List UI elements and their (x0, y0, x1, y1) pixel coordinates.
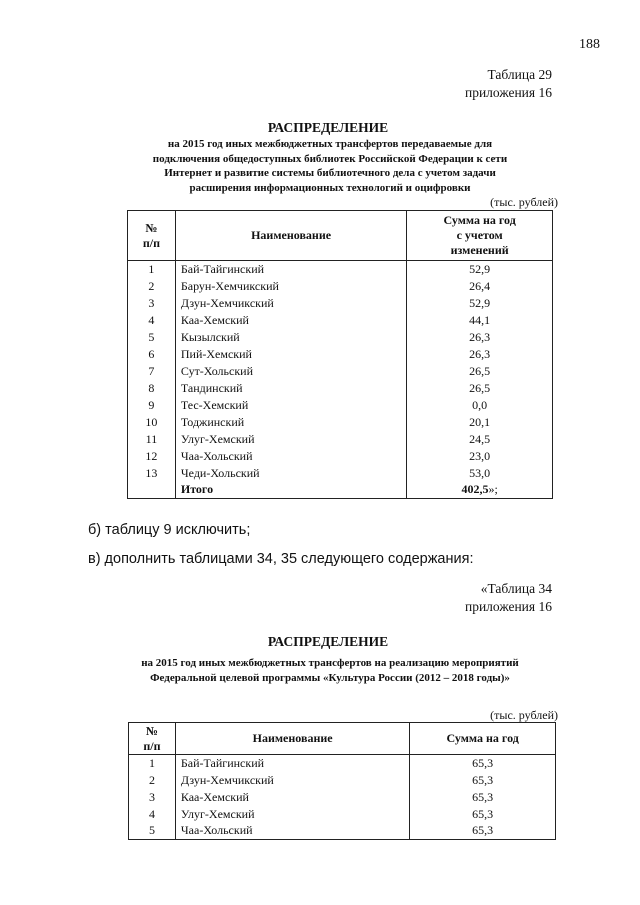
table2-subheading (100, 656, 560, 685)
table-row (128, 380, 553, 397)
table-row (128, 397, 553, 414)
row-number: 7 (128, 363, 176, 380)
table1 (127, 210, 553, 499)
table2-heading: РАСПРЕДЕЛЕНИЕ (267, 634, 389, 649)
total-value: 402,5 (461, 482, 489, 497)
table-row (128, 295, 553, 312)
table1-header-num-line2: п/п (142, 235, 161, 250)
table1-reference-line2: приложения 16 (464, 85, 552, 100)
table1-subheading (120, 137, 540, 195)
row-number: 3 (128, 295, 176, 312)
row-number: 3 (129, 789, 176, 806)
row-sum: 24,5 (407, 431, 553, 448)
table2-header-sum: Сумма на год (410, 723, 556, 755)
table-row (128, 278, 553, 295)
row-sum: 53,0 (407, 465, 553, 482)
total-suffix: »; (488, 482, 498, 497)
table2-header-num (129, 723, 176, 755)
table1-header-num-line1: № (145, 220, 158, 235)
row-sum: 26,3 (407, 329, 553, 346)
row-sum: 26,5 (407, 380, 553, 397)
row-number: 10 (128, 414, 176, 431)
row-number: 1 (129, 755, 176, 772)
row-sum: 26,5 (407, 363, 553, 380)
table1-header-sum-line2: с учетом (456, 228, 503, 242)
row-number: 13 (128, 465, 176, 482)
row-name: Кызылский (175, 329, 406, 346)
row-name: Тес-Хемский (175, 397, 406, 414)
table1-reference (465, 66, 552, 102)
table1-header-name: Наименование (175, 211, 406, 261)
row-number: 2 (128, 278, 176, 295)
row-name: Каа-Хемский (175, 789, 409, 806)
row-name: Тандинский (175, 380, 406, 397)
table-row (128, 448, 553, 465)
table1-subheading-line: подключения общедоступных библиотек Российской Федерации к сети (152, 152, 508, 165)
row-name: Улуг-Хемский (175, 431, 406, 448)
table2-reference (465, 580, 552, 616)
row-name: Каа-Хемский (175, 312, 406, 329)
row-number: 11 (128, 431, 176, 448)
row-number: 8 (128, 380, 176, 397)
table-row (129, 772, 556, 789)
row-name: Пий-Хемский (175, 346, 406, 363)
table1-unit: (тыс. рублей) (490, 195, 558, 209)
row-sum: 23,0 (407, 448, 553, 465)
table1-header-sum (407, 211, 553, 261)
row-name: Чаа-Хольский (175, 823, 409, 840)
table1-header-sum-line3: изменений (450, 243, 509, 257)
paragraph-v: в) дополнить таблицами 34, 35 следующего содержания: (88, 551, 474, 567)
table2 (128, 722, 556, 840)
row-sum: 26,4 (407, 278, 553, 295)
row-sum: 20,1 (407, 414, 553, 431)
table2-subheading-line: на 2015 год иных межбюджетных трансфертов на реализацию мероприятий (141, 657, 519, 669)
row-name: Бай-Тайгинский (175, 261, 406, 278)
row-name: Дзун-Хемчикский (175, 772, 409, 789)
table1-subheading-line: расширения информационных технологий и оцифровки (189, 181, 471, 194)
row-number: 5 (129, 823, 176, 840)
row-name: Тоджинский (175, 414, 406, 431)
row-sum: 65,3 (410, 789, 556, 806)
row-number: 6 (128, 346, 176, 363)
table-row (128, 363, 553, 380)
table2-unit: (тыс. рублей) (490, 708, 558, 722)
row-sum: 65,3 (410, 772, 556, 789)
row-name: Бай-Тайгинский (175, 755, 409, 772)
table-row (128, 312, 553, 329)
table-row (129, 823, 556, 840)
row-name: Улуг-Хемский (175, 806, 409, 823)
paragraph-b: б) таблицу 9 исключить; (88, 522, 251, 538)
row-number: 1 (128, 261, 176, 278)
table-row (128, 431, 553, 448)
row-number: 4 (128, 312, 176, 329)
table1-header-row (128, 211, 553, 261)
table1-header-num (128, 211, 176, 261)
row-name: Дзун-Хемчикский (175, 295, 406, 312)
row-sum: 52,9 (407, 295, 553, 312)
table2-reference-line1: «Таблица 34 (480, 581, 552, 596)
row-sum: 65,3 (410, 755, 556, 772)
total-label: Итого (175, 482, 406, 499)
row-sum: 52,9 (407, 261, 553, 278)
table-row (129, 789, 556, 806)
table-row (129, 806, 556, 823)
row-number: 12 (128, 448, 176, 465)
row-number: 5 (128, 329, 176, 346)
total-sum-cell (407, 482, 553, 499)
table-row (128, 329, 553, 346)
table2-reference-line2: приложения 16 (464, 599, 552, 614)
table2-header-num-line2: п/п (143, 738, 161, 753)
row-sum: 26,3 (407, 346, 553, 363)
total-number-cell (128, 482, 176, 499)
table1-subheading-line: Интернет и развитие системы библиотечного дела с учетом задачи (164, 167, 496, 179)
table2-header-row (129, 723, 556, 755)
row-name: Барун-Хемчикский (175, 278, 406, 295)
row-name: Чеди-Хольский (175, 465, 406, 482)
table2-header-num-line1: № (145, 723, 158, 738)
table-row (128, 346, 553, 363)
table2-subheading-line: Федеральной целевой программы «Культура России (2012 – 2018 годы)» (150, 671, 510, 684)
table1-subheading-line: на 2015 год иных межбюджетных трансфертов передаваемые для (167, 138, 493, 150)
row-sum: 0,0 (407, 397, 553, 414)
table1-heading: РАСПРЕДЕЛЕНИЕ (267, 120, 389, 135)
table-row (128, 261, 553, 278)
row-number: 9 (128, 397, 176, 414)
row-number: 4 (129, 806, 176, 823)
table2-header-name: Наименование (175, 723, 409, 755)
table1-reference-line1: Таблица 29 (487, 67, 552, 82)
row-name: Сут-Хольский (175, 363, 406, 380)
row-sum: 44,1 (407, 312, 553, 329)
row-sum: 65,3 (410, 823, 556, 840)
table1-header-sum-line1: Сумма на год (443, 213, 516, 227)
row-sum: 65,3 (410, 806, 556, 823)
table-row (128, 465, 553, 482)
row-name: Чаа-Хольский (175, 448, 406, 465)
table-row (128, 414, 553, 431)
table-total-row (128, 482, 553, 499)
row-number: 2 (129, 772, 176, 789)
table-row (129, 755, 556, 772)
page-number: 188 (579, 37, 600, 52)
